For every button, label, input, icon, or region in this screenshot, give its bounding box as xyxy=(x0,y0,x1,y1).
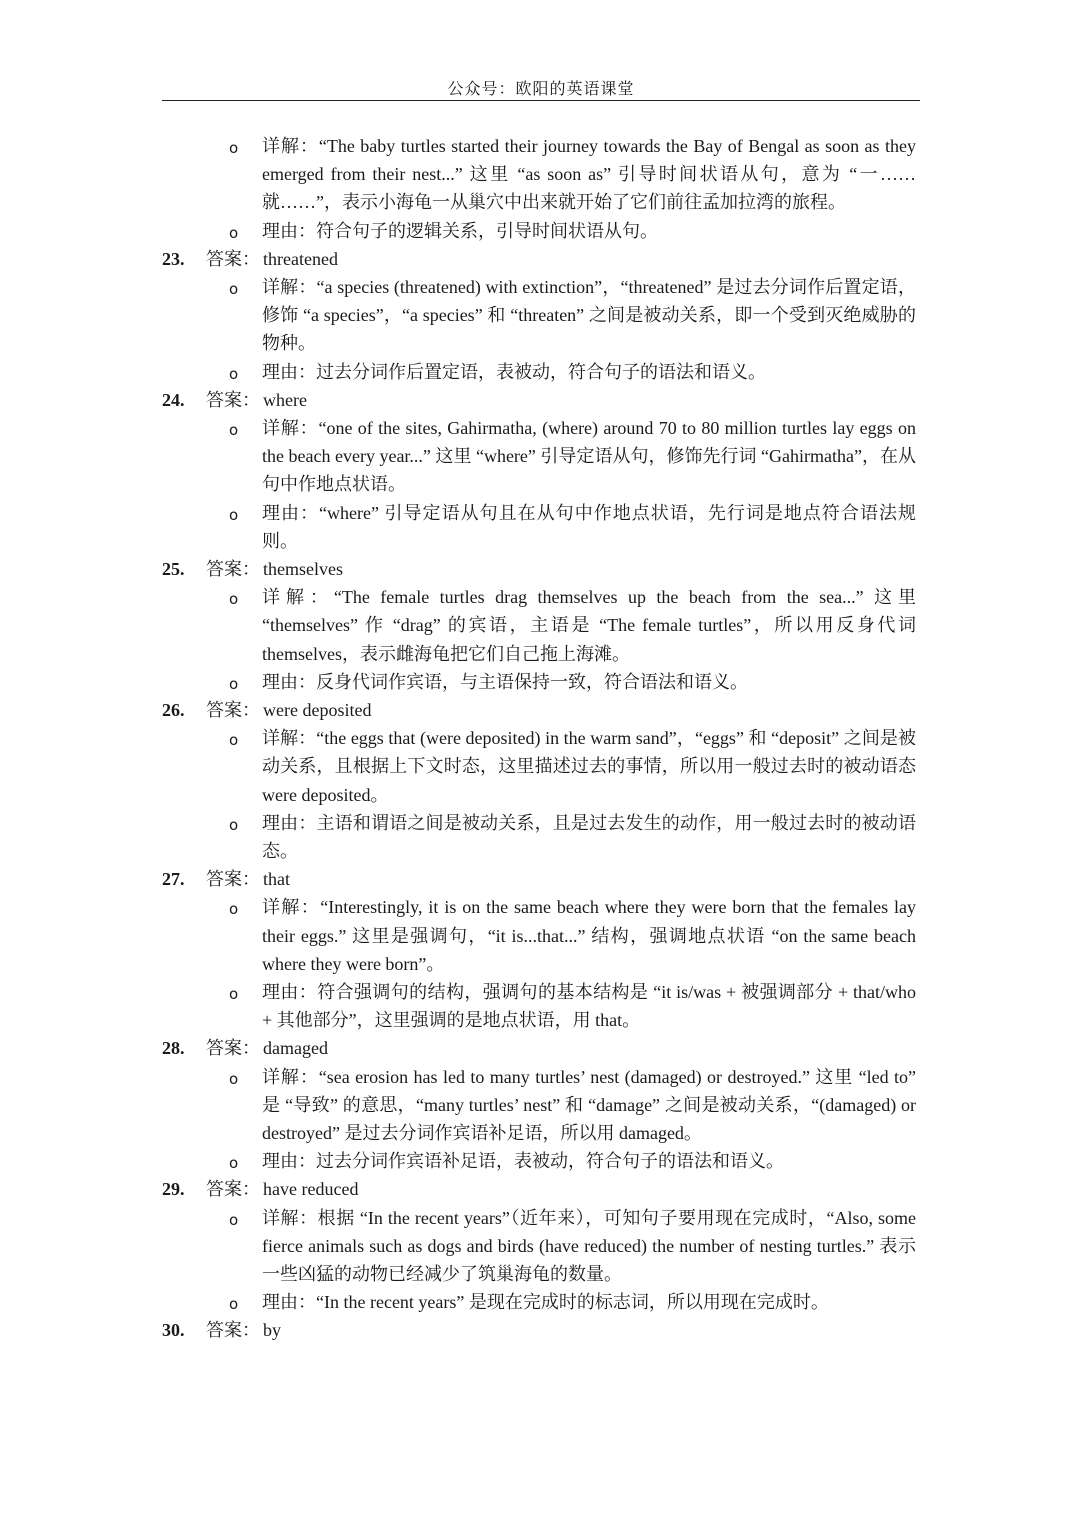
bullet-icon: o xyxy=(229,505,239,524)
bullet-icon: o xyxy=(229,674,239,693)
answer-explanations xyxy=(0,132,1080,1345)
question-number: 27. xyxy=(162,869,185,890)
answer-row xyxy=(0,865,1080,893)
bullet-icon: o xyxy=(229,1154,239,1173)
answer-value: where xyxy=(263,389,307,410)
explanation-text: 理由：主语和谓语之间是被动关系，且是过去发生的动作，用一般过去时的被动语态。 xyxy=(262,812,916,862)
explanation-text: 理由：“where” 引导定语从句且在从句中作地点状语，先行词是地点符合语法规则。 xyxy=(262,502,916,551)
bullet-icon: o xyxy=(229,421,239,439)
answer-row xyxy=(0,696,1080,724)
answer-row xyxy=(0,1316,1080,1344)
explanation-item xyxy=(0,893,916,978)
explanation-text: 详解：根据 “In the recent years”（近年来），可知句子要用现在完成时，“Also, some fierce animals such as dogs and birds (have reduced) the number of nesting turtles.” 表示一些凶猛的动物已经减少了筑巢海龟的数量。 xyxy=(262,1207,916,1285)
explanation-text: 理由：“In the recent years” 是现在完成时的标志词，所以用现在完成时。 xyxy=(262,1292,829,1313)
bullet-icon: o xyxy=(229,280,239,298)
question-number: 23. xyxy=(162,248,185,269)
answer-value: that xyxy=(263,869,290,890)
question-number: 26. xyxy=(162,700,185,721)
answer-label: 答案： xyxy=(206,700,260,721)
explanation-item xyxy=(0,414,916,499)
answer-label: 答案： xyxy=(206,389,260,410)
explanation-item xyxy=(0,1288,916,1316)
answer-row xyxy=(0,245,1080,273)
bullet-icon: o xyxy=(229,223,239,242)
question-number: 29. xyxy=(162,1179,185,1200)
explanation-text: 理由：过去分词作后置定语，表被动，符合句子的语法和语义。 xyxy=(262,361,766,382)
explanation-item xyxy=(0,499,916,555)
bullet-icon: o xyxy=(229,731,239,750)
explanation-item xyxy=(0,809,916,865)
bullet-icon: o xyxy=(229,590,239,609)
explanation-item xyxy=(0,132,916,217)
explanation-item xyxy=(0,1063,916,1148)
explanation-item xyxy=(0,273,916,358)
question-number: 25. xyxy=(162,559,185,580)
explanation-text: 理由：符合句子的逻辑关系，引导时间状语从句。 xyxy=(262,220,658,241)
explanation-item xyxy=(0,978,916,1034)
page-header-title: 公众号：欧阳的英语课堂 xyxy=(447,81,635,98)
bullet-icon: o xyxy=(229,1069,239,1088)
explanation-text: 详解：“Interestingly, it is on the same beach where they were born that the females lay their eggs.” 这里是强调句，“it is...that...” 结构，强调地点状语 “on the same beach where they were born”。 xyxy=(262,897,916,974)
explanation-item xyxy=(0,1204,916,1289)
bullet-icon: o xyxy=(229,1210,239,1229)
explanation-item xyxy=(0,358,916,386)
explanation-text: 详解：“a species (threatened) with extinction”，“threatened” 是过去分词作后置定语，修饰 “a species”，“a species” 和 “threaten” 之间是被动关系，即一个受到灭绝威胁的物种。 xyxy=(262,277,916,354)
answer-value: by xyxy=(263,1320,281,1341)
answer-label: 答案： xyxy=(206,248,260,269)
answer-value: themselves xyxy=(263,559,343,580)
bullet-icon: o xyxy=(229,364,239,383)
answer-label: 答案： xyxy=(206,559,260,580)
explanation-item xyxy=(0,217,916,245)
header-divider xyxy=(162,100,920,101)
bullet-icon: o xyxy=(229,1295,239,1314)
answer-value: have reduced xyxy=(263,1179,359,1200)
explanation-text: 理由：过去分词作宾语补足语，表被动，符合句子的语法和语义。 xyxy=(262,1151,784,1172)
answer-row xyxy=(0,1034,1080,1062)
question-number: 24. xyxy=(162,389,185,410)
answer-label: 答案： xyxy=(206,1320,260,1341)
explanation-item xyxy=(0,668,916,696)
explanation-text: 详解：“the eggs that (were deposited) in the warm sand”，“eggs” 和 “deposit” 之间是被动关系，且根据上下文时态，这里描述过去的事情，所以用一般过去时的被动语态 were deposited。 xyxy=(262,728,916,805)
explanation-text: 详解：“The baby turtles started their journey towards the Bay of Bengal as soon as they emerged from their nest...” 这里 “as soon as” 引导时间状语从句，意为 “一…… 就……”，表示小海龟一从巢穴中出来就开始了它们前往孟加拉湾的旅程。 xyxy=(262,136,916,213)
explanation-text: 详解：“The female turtles drag themselves up the beach from the sea...” 这里 “themselves” 作 “drag” 的宾语，主语是 “The female turtles”，所以用反身代词 themselves，表示雌海龟把它们自己拖上海滩。 xyxy=(262,587,916,664)
explanation-item xyxy=(0,583,916,668)
answer-row xyxy=(0,1175,1080,1203)
question-number: 30. xyxy=(162,1320,185,1341)
explanation-item xyxy=(0,724,916,809)
answer-label: 答案： xyxy=(206,1038,260,1059)
answer-value: were deposited xyxy=(263,700,372,721)
answer-label: 答案： xyxy=(206,869,260,890)
explanation-item xyxy=(0,1147,916,1175)
answer-value: damaged xyxy=(263,1038,328,1059)
bullet-icon: o xyxy=(229,900,239,919)
explanation-text: 详解：“sea erosion has led to many turtles’ nest (damaged) or destroyed.” 这里 “led to” 是 “导致” 的意思，“many turtles’ nest” 和 “damage” 之间是被动关系，“(damaged) or destroyed” 是过去分词作宾语补足语，所以用 damaged。 xyxy=(262,1066,916,1144)
explanation-text: 理由：反身代词作宾语，与主语保持一致，符合语法和语义。 xyxy=(262,671,748,692)
bullet-icon: o xyxy=(229,139,239,157)
bullet-icon: o xyxy=(229,815,239,834)
answer-label: 答案： xyxy=(206,1179,260,1200)
explanation-text: 详解：“one of the sites, Gahirmatha, (where) around 70 to 80 million turtles lay eggs on the beach every year...” 这里 “where” 引导定语从句，修饰先行词 “Gahirmatha”，在从句中作地点状语。 xyxy=(262,418,916,495)
bullet-icon: o xyxy=(229,985,239,1004)
explanation-text: 理由：符合强调句的结构，强调句的基本结构是 “it is/was + 被强调部分 + that/who + 其他部分”，这里强调的是地点状语，用 that。 xyxy=(262,982,916,1031)
answer-row xyxy=(0,555,1080,583)
answer-row xyxy=(0,386,1080,414)
answer-value: threatened xyxy=(263,248,338,269)
question-number: 28. xyxy=(162,1038,185,1059)
